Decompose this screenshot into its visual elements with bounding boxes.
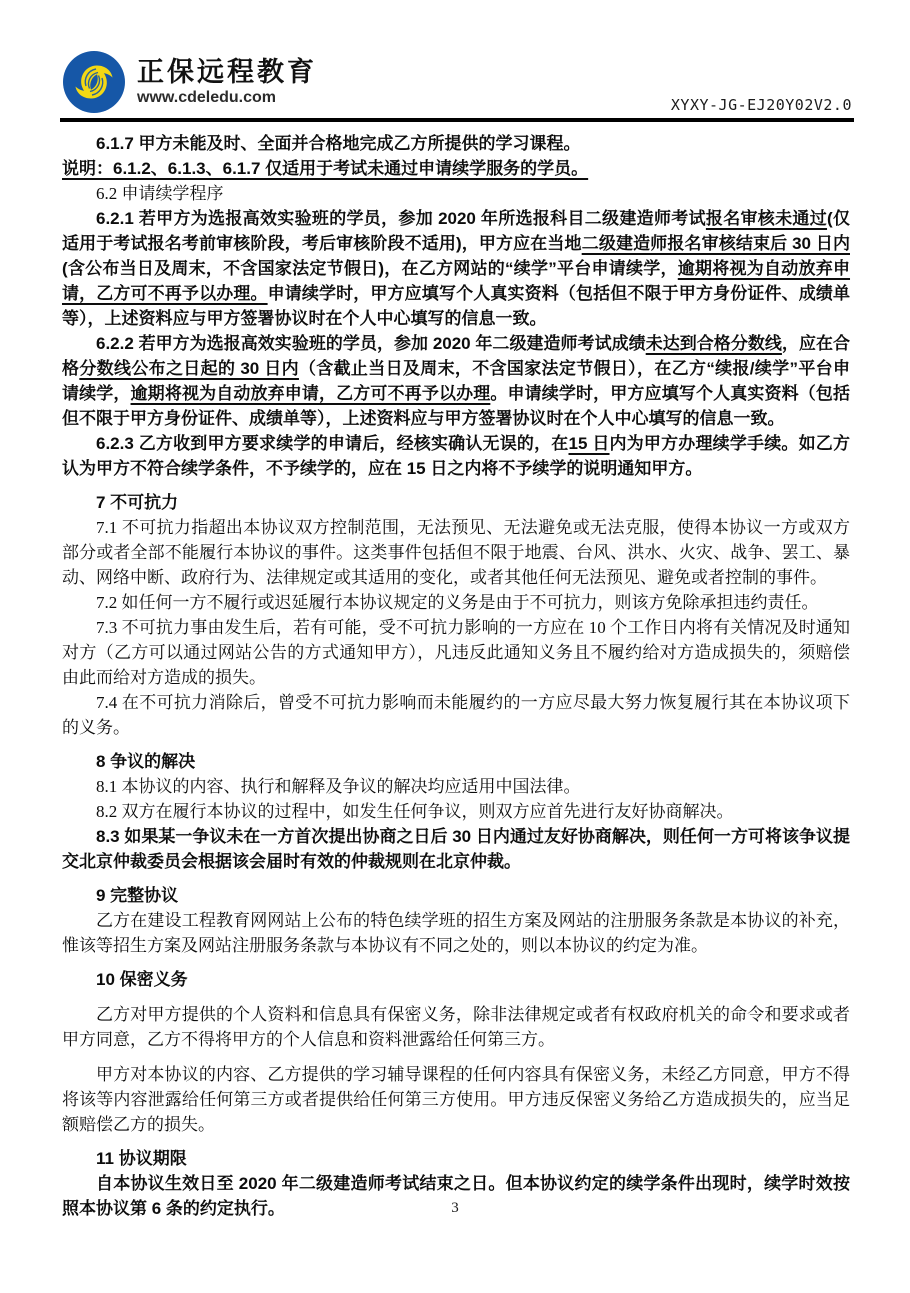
clause-6-2-1: 6.2.1 若甲方为选报高效实验班的学员，参加 2020 年所选报科目二级建造师考试报名审核未通过(仅适用于考试报名考前审核阶段，考后审核阶段不适用)，甲方应在当地二级建造师报名审核结束后 30 日内(含公布当日及周末，不含国家法定节假日)，在乙方网站的“续学”平台申请续学，逾期将视为自动放弃申请，乙方可不再予以办理。申请续学时，甲方应填写个人真实资料（包括但不限于甲方身份证件、成绩单等），上述资料应与甲方签署协议时在个人中心填写的信息一致。 bbox=[62, 209, 851, 328]
clause-8-3: 8.3 如果某一争议未在一方首次提出协商之日后 30 日内通过友好协商解决，则任何一方可将该争议提交北京仲裁委员会根据该会届时有效的仲裁规则在北京仲裁。 bbox=[62, 827, 850, 871]
underlined-text: 说明：6.1.2、6.1.3、6.1.7 仅适用于考试未通过申请续学服务的学员。 bbox=[62, 159, 589, 178]
clause-11-body: 自本协议生效日至 2020 年二级建造师考试结束之日。但本协议约定的续学条件出现时，续学时效按照本协议第 6 条的约定执行。 bbox=[62, 1174, 850, 1218]
heading-7: 7 不可抗力 bbox=[96, 493, 179, 512]
page-footer bbox=[0, 1200, 910, 1217]
underlined-text: 分数线公布之日起的 30 日内 bbox=[79, 359, 299, 378]
clause-10-1: 乙方对甲方提供的个人资料和信息具有保密义务，除非法律规定或者有权政府机关的命令和要求或者甲方同意，乙方不得将甲方的个人信息和资料泄露给任何第三方。 bbox=[62, 1005, 850, 1049]
clause-8-2: 8.2 双方在履行本协议的过程中，如发生任何争议，则双方应首先进行友好协商解决。 bbox=[96, 802, 734, 821]
company-logo-icon bbox=[62, 50, 126, 114]
clause-6-2-2: 6.2.2 若甲方为选报高效实验班的学员，参加 2020 年二级建造师考试成绩未达到合格分数线，应在合格分数线公布之日起的 30 日内（含截止当日及周末，不含国家法定节假日），在乙方“续报/续学”平台申请续学，逾期将视为自动放弃申请，乙方可不再予以办理。申请续学时，甲方应填写个人真实资料（包括但不限于甲方身份证件、成绩单等），上述资料应与甲方签署协议时在个人中心填写的信息一致。 bbox=[62, 334, 851, 428]
heading-9: 9 完整协议 bbox=[96, 886, 179, 905]
underlined-text: 逾期将视为自动放弃申请，乙方可不再予以办理。 bbox=[62, 259, 851, 303]
clause-7-4: 7.4 在不可抗力消除后，曾受不可抗力影响而未能履约的一方应尽最大努力恢复履行其在本协议项下的义务。 bbox=[62, 693, 850, 737]
note-6-1 bbox=[62, 156, 850, 181]
underlined-text: 报名审核未通过 bbox=[705, 209, 828, 228]
logo-text-block bbox=[137, 57, 317, 107]
logo-title: 正保远程教育 bbox=[137, 56, 317, 87]
heading-10: 10 保密义务 bbox=[96, 970, 188, 989]
heading-8: 8 争议的解决 bbox=[96, 752, 196, 771]
clause-8-1: 8.1 本协议的内容、执行和解释及争议的解决均应适用中国法律。 bbox=[96, 777, 581, 796]
clause-6-1-7: 6.1.7 甲方未能及时、全面并合格地完成乙方所提供的学习课程。 bbox=[96, 134, 581, 153]
underlined-text: 15 日 bbox=[568, 434, 610, 453]
clause-7-2: 7.2 如任何一方不履行或迟延履行本协议规定的义务是由于不可抗力，则该方免除承担违约责任。 bbox=[96, 593, 819, 612]
clause-9-body: 乙方在建设工程教育网网站上公布的特色续学班的招生方案及网站的注册服务条款是本协议的补充，惟该等招生方案及网站注册服务条款与本协议有不同之处的，则以本协议的约定为准。 bbox=[62, 911, 850, 955]
page-number: 3 bbox=[451, 1200, 459, 1216]
clause-7-3: 7.3 不可抗力事由发生后，若有可能，受不可抗力影响的一方应在 10 个工作日内将有关情况及时通知对方（乙方可以通过网站公告的方式通知甲方），凡违反此通知义务且不履约给对方造成损失的，须赔偿由此而给对方造成的损失。 bbox=[62, 618, 850, 687]
underlined-text: 逾期将视为自动放弃申请，乙方可不再予以办理 bbox=[130, 384, 491, 403]
heading-11: 11 协议期限 bbox=[96, 1149, 187, 1168]
clause-6-2: 6.2 申请续学程序 bbox=[96, 184, 224, 203]
document-body bbox=[0, 122, 910, 1221]
logo-url: www.cdeledu.com bbox=[137, 88, 276, 106]
company-logo bbox=[62, 50, 317, 114]
doc-code: XYXY-JG-EJ20Y02V2.0 bbox=[670, 96, 852, 114]
clause-7-1: 7.1 不可抗力指超出本协议双方控制范围，无法预见、无法避免或无法克服，使得本协议一方或双方部分或者全部不能履行本协议的事件。这类事件包括但不限于地震、台风、洪水、火灾、战争、罢工、暴动、网络中断、政府行为、法律规定或其适用的变化，或者其他任何无法预见、避免或者控制的事件。 bbox=[62, 518, 850, 587]
clause-10-2: 甲方对本协议的内容、乙方提供的学习辅导课程的任何内容具有保密义务，未经乙方同意，甲方不得将该等内容泄露给任何第三方或者提供给任何第三方使用。甲方违反保密义务给乙方造成损失的，应当足额赔偿乙方的损失。 bbox=[62, 1065, 850, 1134]
page-header bbox=[0, 0, 910, 118]
clause-6-2-3: 6.2.3 乙方收到甲方要求续学的申请后，经核实确认无误的，在15 日内为甲方办理续学手续。如乙方认为甲方不符合续学条件，不予续学的，应在 15 日之内将不予续学的说明通知甲方。 bbox=[62, 434, 850, 478]
underlined-text: 二级建造师报名审核结束后 30 日内 bbox=[581, 234, 850, 253]
underlined-text: 未达到合格分数线 bbox=[645, 334, 782, 353]
